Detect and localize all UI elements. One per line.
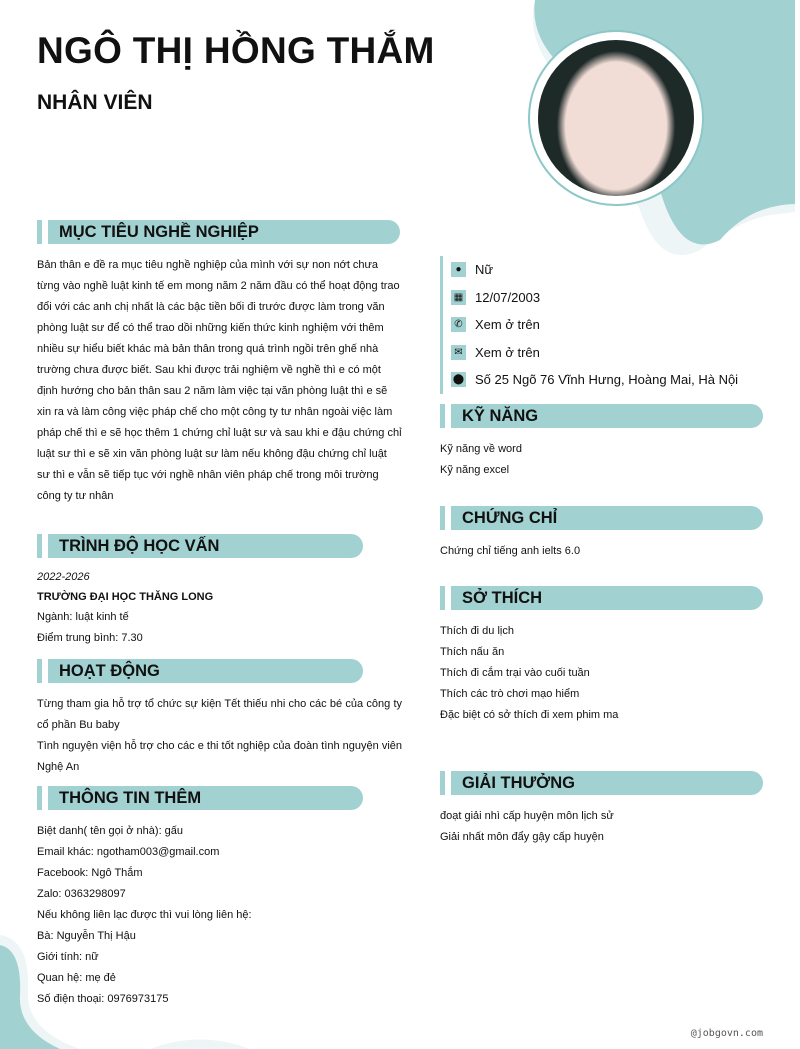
contact-text: 12/07/2003 [475,289,541,305]
more-info-list [37,821,402,1010]
section-certificates-heading: CHỨNG CHỈ [440,506,763,530]
info-item: Quan hệ: mẹ đẻ [37,972,116,984]
education-major: Ngành: luật kinh tế [37,611,129,623]
section-objective-heading: MỤC TIÊU NGHỀ NGHIỆP [37,220,400,244]
contact-text: Nữ [475,262,494,278]
info-item: Facebook: Ngô Thắm [37,867,143,879]
education-gpa: Điểm trung bình: 7.30 [37,632,143,644]
info-item: Bà: Nguyễn Thị Hậu [37,930,136,942]
phone-icon: ✆ [451,317,466,332]
contact-birthday [451,284,780,312]
section-activities-heading: HOẠT ĐỘNG [37,659,363,683]
section-hobbies-heading: SỞ THÍCH [440,586,763,610]
avatar-frame [528,30,704,206]
hobby-item: Thích đi du lịch [440,625,514,637]
info-item: Giới tính: nữ [37,951,99,963]
contact-address [451,366,780,394]
contact-gender [451,256,780,284]
info-item: Nếu không liên lạc được thì vui lòng liên hệ: [37,909,252,921]
skills-list [440,439,770,481]
contact-phone [451,311,780,339]
section-education-heading: TRÌNH ĐỘ HỌC VẤN [37,534,363,558]
education-period: 2022-2026 [37,571,90,583]
section-more-info-heading: THÔNG TIN THÊM [37,786,363,810]
contact-email [451,339,780,367]
hobbies-list [440,621,770,726]
footer-watermark: @jobgovn.com [690,1028,763,1039]
activities-list [37,694,402,778]
info-item: Biệt danh( tên gọi ở nhà): gấu [37,825,184,837]
section-skills-heading: KỸ NĂNG [440,404,763,428]
certificate-item: Chứng chỉ tiếng anh ielts 6.0 [440,545,581,557]
avatar [538,40,694,196]
contact-text: Xem ở trên [475,344,540,360]
education-block [37,567,402,649]
info-item: Zalo: 0363298097 [37,888,126,900]
candidate-name: NGÔ THỊ HỒNG THẮM [37,30,435,71]
hobby-item: Thích các trò chơi mạo hiểm [440,688,580,700]
award-item: đoạt giải nhì cấp huyện môn lịch sử [440,810,614,822]
contact-list [440,256,780,394]
mail-icon: ✉ [451,345,466,360]
skill-item: Kỹ năng excel [440,464,510,476]
hobby-item: Thích nấu ăn [440,646,505,658]
candidate-role: NHÂN VIÊN [37,91,153,114]
contact-text: Số 25 Ngõ 76 Vĩnh Hưng, Hoàng Mai, Hà Nội [475,372,739,388]
activity-item: Từng tham gia hỗ trợ tổ chức sự kiện Tết thiếu nhi cho các bé của công ty cổ phần Bu baby [37,698,402,731]
award-item: Giải nhất môn đẩy gậy cấp huyện [440,831,604,843]
hobby-item: Thích đi cắm trại vào cuối tuần [440,667,590,679]
activity-item: Tình nguyện viện hỗ trợ cho các e thi tốt nghiệp của đoàn tình nguyện viên Nghệ An [37,740,402,773]
certificates-list [440,541,770,562]
section-awards-heading: GIẢI THƯỞNG [440,771,763,795]
skill-item: Kỹ năng về word [440,443,522,455]
objective-text: Bản thân e đề ra mục tiêu nghề nghiệp của mình với sự non nớt chưa từng vào nghề luật kinh tế em mong năm 2 năm đầu có thể hoạt động trao đổi với các anh chị nhất là các bậc tiền bối đi trước được làm trong văn phòng luật sư để có thể trao dồi những kiến thức kinh nghiệm với thêm nhiều sự hiểu biết khác mà bản thân trong quá trình ngồi trên ghế nhà trường chưa được biết. Sau khi được trải nghiệm về nghề thì e có một định hướng cho bản thân sau 2 năm làm việc tại văn phòng luật thì e sẽ xin ra và làm công việc pháp chế cho một công ty tư nhân ngoài việc làm pháp chế thì e sẽ học thêm 1 chứng chỉ luật sư và sau khi e đậu chứng chỉ luật sư thì e sẽ xin văn phòng luật sư làm nếu không đậu chứng chỉ luật sư thì e vẫn sẽ tiếp tục với nghề nhân viên pháp chế trong môi trường công ty tư nhân [37,259,402,502]
info-item: Email khác: ngotham003@gmail.com [37,846,220,858]
person-icon: ● [451,262,466,277]
awards-list [440,806,770,848]
education-school: TRƯỜNG ĐẠI HỌC THĂNG LONG [37,591,214,603]
contact-text: Xem ở trên [475,317,540,333]
info-item: Số điện thoại: 0976973175 [37,993,169,1005]
location-icon: ⬤ [452,374,465,386]
hobby-item: Đặc biệt có sở thích đi xem phim ma [440,709,619,721]
calendar-icon: ▦ [451,290,466,305]
